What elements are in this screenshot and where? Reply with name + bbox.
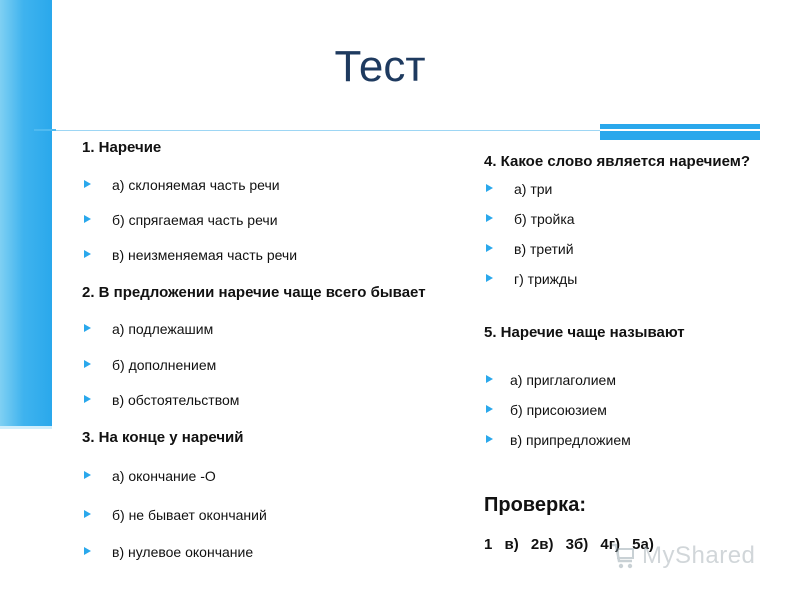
bullet-arrow-icon [486, 375, 493, 383]
watermark-logo [610, 538, 770, 574]
question-3-option [84, 468, 216, 484]
question-5-heading: 5. Наречие чаще называют [484, 324, 685, 341]
option-text: в) третий [514, 241, 574, 257]
question-3-heading: 3. На конце у наречий [82, 429, 244, 446]
question-5-option [486, 402, 607, 418]
bullet-arrow-icon [486, 274, 493, 282]
question-4-heading: 4. Какое слово является наречием? [484, 153, 751, 170]
bullet-arrow-icon [84, 510, 91, 518]
option-text: в) неизменяемая часть речи [112, 247, 298, 263]
header-accent-block [600, 124, 760, 140]
bullet-arrow-icon [486, 184, 493, 192]
option-text: б) тройка [514, 211, 575, 227]
bullet-arrow-icon [84, 180, 91, 188]
question-2-heading: 2. В предложении наречие чаще всего бывает [82, 284, 426, 301]
option-text: а) приглаголием [510, 372, 616, 388]
bullet-arrow-icon [84, 360, 91, 368]
bullet-arrow-icon [84, 250, 91, 258]
question-5-option [486, 432, 631, 448]
cart-icon [610, 541, 636, 571]
question-2-option [84, 357, 216, 373]
bullet-arrow-icon [84, 547, 91, 555]
option-text: в) обстоятельством [112, 392, 240, 408]
option-text: в) припредложием [510, 432, 631, 448]
question-5-option [486, 372, 616, 388]
left-accent-bar-edge [0, 426, 52, 429]
bullet-arrow-icon [486, 244, 493, 252]
question-4-option [486, 271, 577, 287]
check-heading: Проверка: [484, 494, 586, 516]
question-2-option [84, 392, 239, 408]
watermark-text: MyShared [642, 542, 756, 569]
option-text: б) спрягаемая часть речи [112, 212, 278, 228]
header-accent-stripe [600, 129, 760, 131]
option-text: б) дополнением [112, 357, 217, 373]
bullet-arrow-icon [486, 405, 493, 413]
question-1-option [84, 177, 280, 193]
question-4-option [486, 241, 574, 257]
question-3-option [84, 544, 253, 560]
option-text: а) окончание -О [112, 468, 216, 484]
question-4-option [486, 211, 575, 227]
option-text: б) не бывает окончаний [112, 507, 267, 523]
bullet-arrow-icon [84, 324, 91, 332]
header-divider-left-accent [34, 129, 56, 131]
question-3-option [84, 507, 267, 523]
question-1-option [84, 212, 278, 228]
option-text: а) три [514, 181, 553, 197]
bullet-arrow-icon [84, 215, 91, 223]
slide-title: Тест [334, 42, 426, 91]
question-1-option [84, 247, 297, 263]
option-text: б) присоюзием [510, 402, 607, 418]
question-4-option [486, 181, 552, 197]
answer-key: 1 в) 2в) 3б) 4г) 5а) [484, 536, 654, 553]
bullet-arrow-icon [486, 435, 493, 443]
question-1-heading: 1. Наречие [82, 139, 162, 156]
bullet-arrow-icon [84, 395, 91, 403]
option-text: а) подлежашим [112, 321, 214, 337]
bullet-arrow-icon [84, 471, 91, 479]
question-2-option [84, 321, 213, 337]
option-text: г) трижды [514, 271, 578, 287]
bullet-arrow-icon [486, 214, 493, 222]
option-text: в) нулевое окончание [112, 544, 254, 560]
option-text: а) склоняемая часть речи [112, 177, 280, 193]
